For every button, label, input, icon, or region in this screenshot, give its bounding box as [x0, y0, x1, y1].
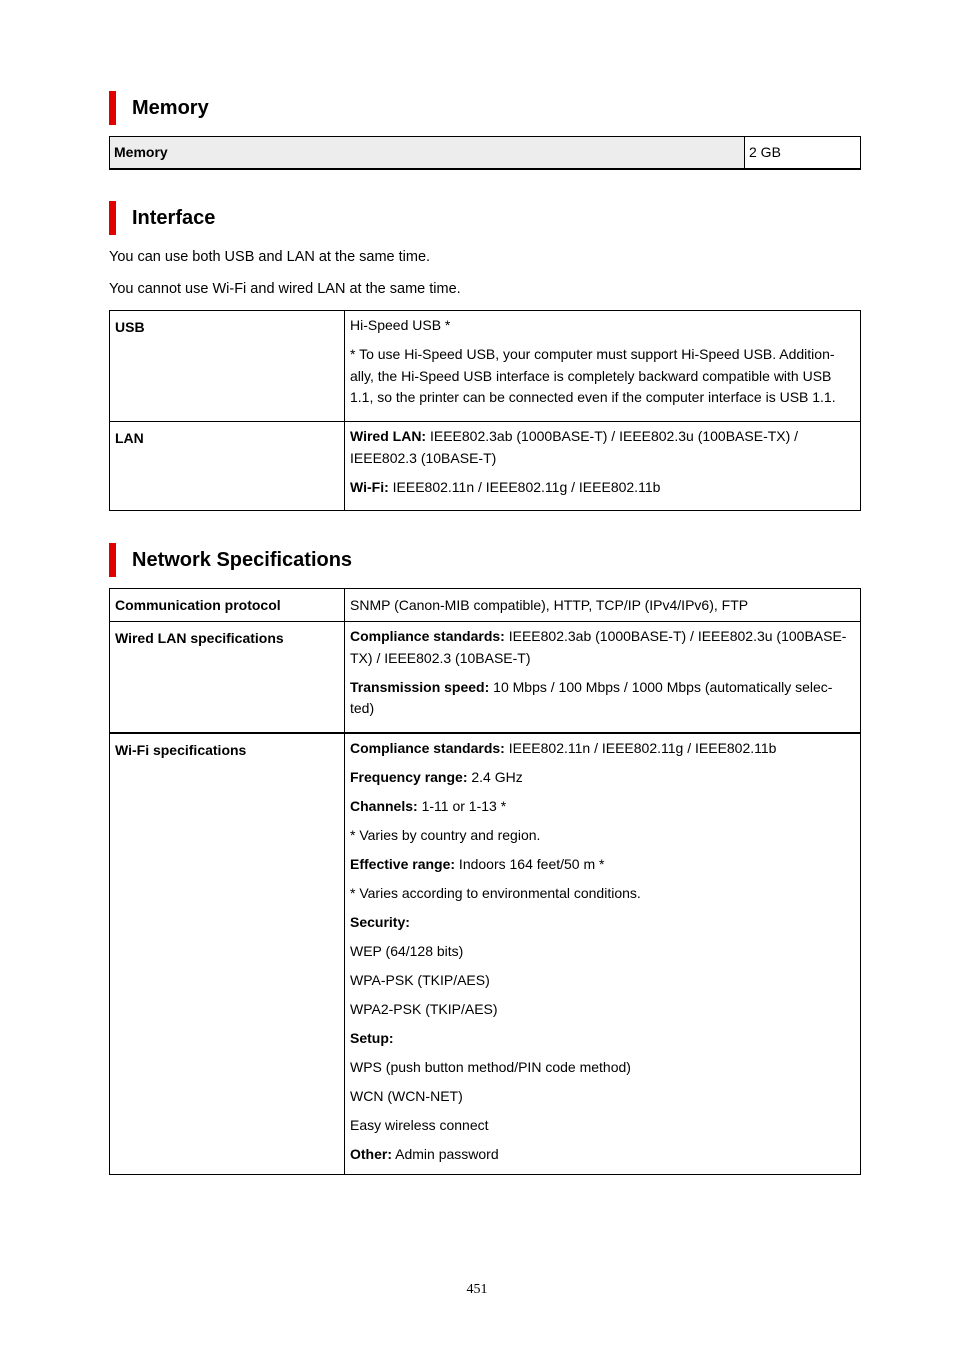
- channels-label: Channels:: [350, 797, 418, 814]
- wired-lan-line: [350, 426, 855, 469]
- table-row: [110, 311, 861, 422]
- wifi-value: IEEE802.11n / IEEE802.11g / IEEE802.11b: [388, 478, 661, 495]
- network-heading: [109, 543, 861, 577]
- wired-standards-value: IEEE802.3ab (1000BASE-T) / IEEE802.3u (100BASE-TX) / IEEE802.3 (10BASE-T): [350, 628, 847, 666]
- interface-paragraph-2: You cannot use Wi-Fi and wired LAN at the same time.: [109, 281, 461, 297]
- wired-spec-label: Wired LAN specifications: [110, 622, 345, 733]
- lan-label: LAN: [110, 422, 345, 511]
- range-label: Effective range:: [350, 855, 456, 872]
- security-item: WEP (64/128 bits): [350, 942, 464, 959]
- setup-label: Setup:: [350, 1029, 394, 1046]
- transmission-speed-line: [350, 677, 855, 720]
- other-line: [350, 1144, 855, 1166]
- other-label: Other:: [350, 1145, 392, 1162]
- security-item: WPA2-PSK (TKIP/AES): [350, 1000, 498, 1017]
- wired-standards-label: Compliance standards:: [350, 628, 505, 644]
- setup-item: WCN (WCN-NET): [350, 1087, 463, 1104]
- table-row: [110, 137, 861, 169]
- network-heading-text: Network Specifications: [132, 549, 353, 571]
- range-note: * Varies according to environmental conditions.: [350, 884, 641, 901]
- memory-value: 2 GB: [745, 137, 861, 169]
- usb-line: Hi-Speed USB *: [350, 317, 451, 333]
- other-value: Admin password: [392, 1145, 499, 1162]
- frequency-line: [350, 767, 855, 789]
- wired-standards-line: [350, 626, 855, 669]
- wired-lan-label: Wired LAN:: [350, 428, 427, 444]
- memory-heading: [109, 91, 861, 125]
- wired-spec-value: [345, 622, 861, 733]
- usb-value: [345, 311, 861, 422]
- interface-paragraph-1: You can use both USB and LAN at the same time.: [109, 249, 431, 265]
- wifi-standards-value: IEEE802.11n / IEEE802.11g / IEEE802.11b: [504, 739, 777, 756]
- transmission-speed-value: 10 Mbps / 100 Mbps / 1000 Mbps (automatically selec-ted): [350, 678, 833, 716]
- wifi-line: [350, 477, 855, 499]
- interface-heading: [109, 201, 861, 235]
- memory-table: [109, 136, 861, 170]
- network-table: [109, 588, 861, 1175]
- setup-item: Easy wireless connect: [350, 1116, 489, 1133]
- wifi-standards-line: [350, 738, 855, 760]
- range-line: [350, 854, 855, 876]
- memory-heading-text: Memory: [132, 97, 209, 119]
- wifi-spec-value: [345, 733, 861, 1175]
- frequency-label: Frequency range:: [350, 768, 468, 785]
- wired-lan-value: IEEE802.3ab (1000BASE-T) / IEEE802.3u (100BASE-TX) / IEEE802.3 (10BASE-T): [350, 428, 799, 466]
- page-number: 451: [466, 1282, 488, 1297]
- interface-table: [109, 310, 861, 511]
- wifi-spec-label: Wi-Fi specifications: [110, 733, 345, 1175]
- security-label: Security:: [350, 913, 410, 930]
- channels-line: [350, 796, 855, 818]
- wifi-label: Wi-Fi:: [350, 478, 389, 495]
- table-row: [110, 422, 861, 511]
- protocol-label: Communication protocol: [110, 589, 345, 622]
- channels-note: * Varies by country and region.: [350, 826, 541, 843]
- setup-item: WPS (push button method/PIN code method): [350, 1058, 631, 1075]
- usb-label: USB: [110, 311, 345, 422]
- frequency-value: 2.4 GHz: [467, 768, 523, 785]
- usb-note: * To use Hi-Speed USB, your computer must support Hi-Speed USB. Addition-ally, the Hi-Speed USB interface is completely backward compatible with USB 1.1, so the printer can be connected even if the computer interface is USB 1.1.: [350, 346, 836, 405]
- wifi-standards-label: Compliance standards:: [350, 739, 505, 756]
- protocol-value: SNMP (Canon-MIB compatible), HTTP, TCP/IP (IPv4/IPv6), FTP: [345, 589, 861, 622]
- table-row: [110, 733, 861, 1175]
- security-item: WPA-PSK (TKIP/AES): [350, 971, 490, 988]
- table-row: [110, 589, 861, 622]
- lan-value: [345, 422, 861, 511]
- interface-heading-text: Interface: [132, 207, 216, 229]
- table-row: [110, 622, 861, 733]
- transmission-speed-label: Transmission speed:: [350, 678, 490, 695]
- range-value: Indoors 164 feet/50 m *: [455, 855, 605, 872]
- channels-value: 1-11 or 1-13 *: [417, 797, 507, 814]
- memory-label: Memory: [110, 137, 745, 169]
